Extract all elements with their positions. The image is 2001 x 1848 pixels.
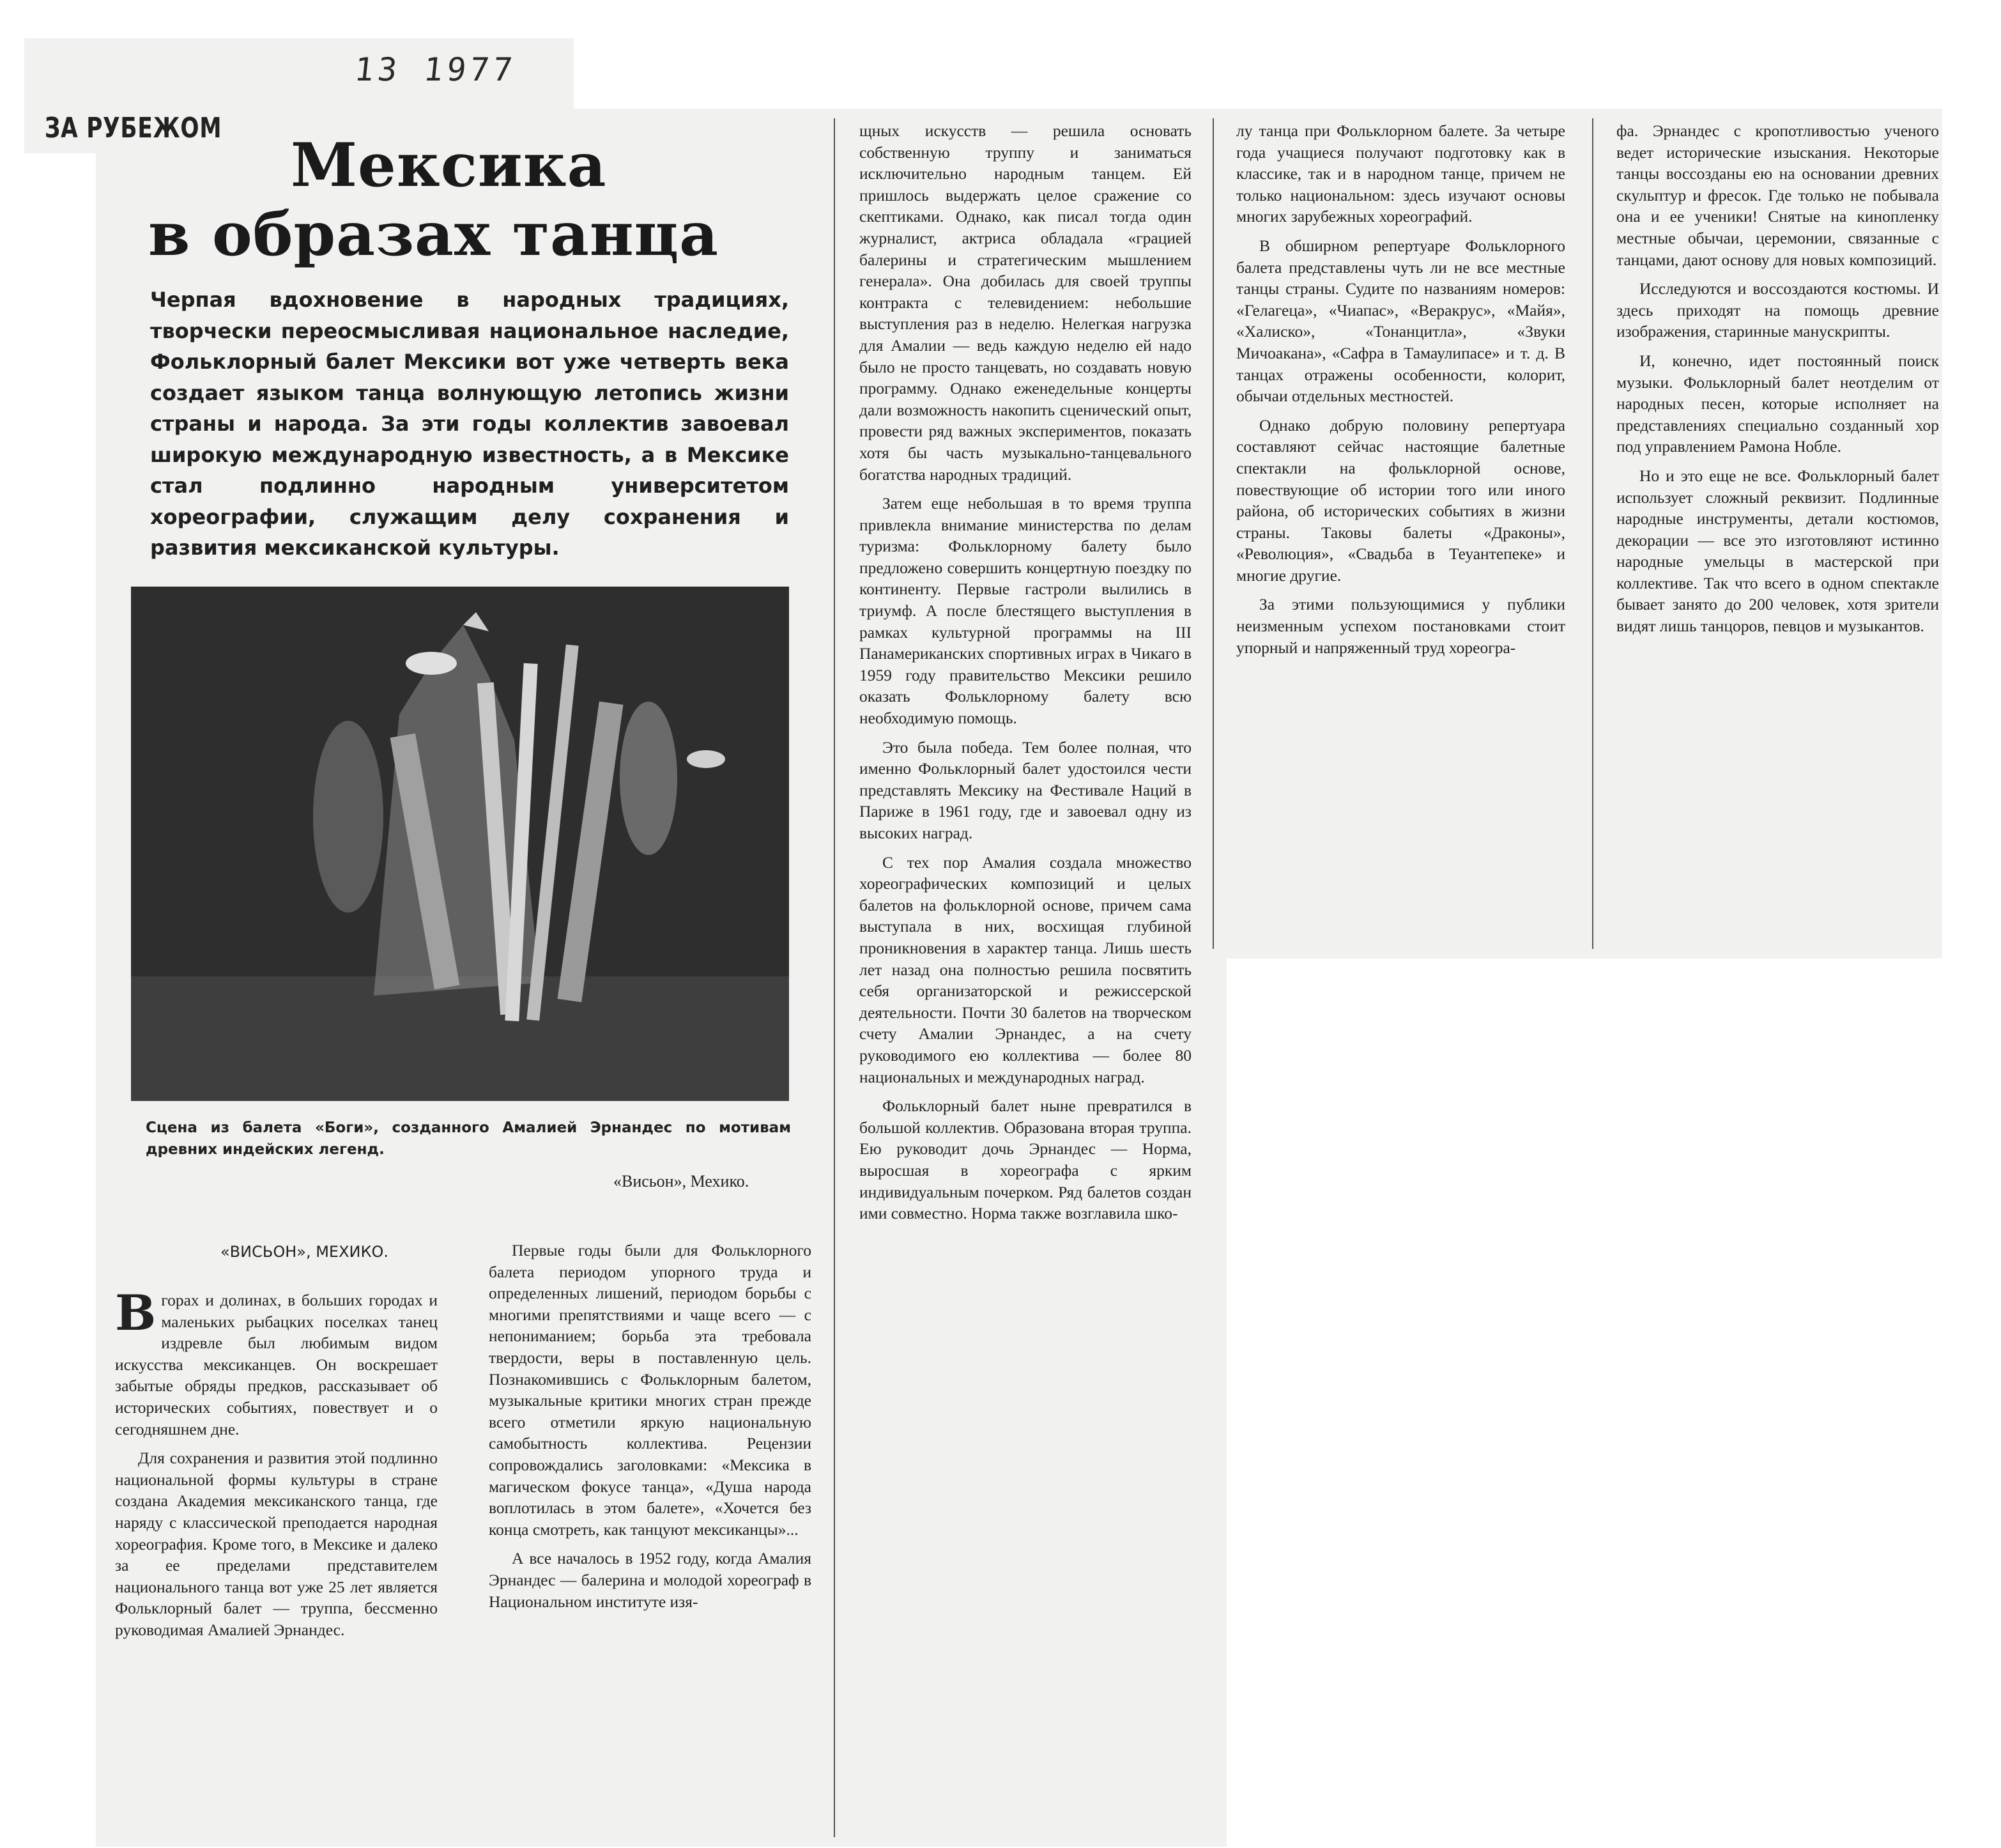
article-column-5 xyxy=(1616,120,1939,645)
column-4-paragraph-3: Однако добрую половину репертуара составляют сейчас настоящие балетные спектакли на фольклорной основе, повествующие об истории того или иного района, об исторических событиях в жизни страны. Таковы балеты «Драконы», «Революция», «Свадьба в Теуантепеке» и многие другие. xyxy=(1236,415,1565,585)
column-rule xyxy=(834,118,835,1837)
column-2-paragraph-1: Первые годы были для Фольклорного балета периодом упорного труда и определенных лишений, периодом борьбы с многими препятствиями и чаще всего — с непониманием; борьба эта требовала твердости, веры в поставленную цель. Познакомившись с Фольклорным балетом, музыкальные критики многих стран прежде всего отметили яркую национальную самобытность коллектива. Рецензии сопровождались заголовками: «Мексика в магическом фокусе танца», «Душа народа воплотилась в этом балете», «Хочется без конца смотреть, как танцуют мексиканцы»... xyxy=(489,1241,811,1539)
column-4-paragraph-2: В обширном репертуаре Фольклорного балета представлены чуть ли не все местные танцы страны. Судите по названиям номеров: «Гелагеца», «Чиапас», «Веракрус», «Майя», «Халиско», «Тонанцитла», «Звуки Мичоакана», «Сафра в Тамаулипасе» и т. д. В танцах отражены особенности, колорит, обычаи отдельных местностей. xyxy=(1236,236,1565,406)
column-rule xyxy=(1592,118,1593,949)
column-5-paragraph-2: Исследуются и воссоздаются костюмы. И здесь приходят на помощь древние изображения, старинные манускрипты. xyxy=(1616,279,1939,341)
column-4-paragraph-4: За этими пользующимися у публики неизменным успехом постановками стоит упорный и напряженный труд хореогра- xyxy=(1236,595,1565,657)
column-rule xyxy=(1213,118,1214,949)
column-5-paragraph-3: И, конечно, идет постоянный поиск музыки. Фольклорный балет неотделим от народных песен, которые исполняет на представлениях специально созданный хор под управлением Рамона Нобле. xyxy=(1616,351,1939,456)
article-dateline: «ВИСЬОН», МЕХИКО. xyxy=(220,1243,389,1261)
dancers-illustration xyxy=(131,587,789,1101)
column-3-paragraph-1: щных искусств — решила основать собственную труппу и заниматься исключительно народным танцем. Ей пришлось выдержать целое сражение со скептиками. Однако, как писал тогда один журналист, актриса обладала «грацией балерины и стратегическим мышлением генерала». Она добилась для своей труппы контракта с телевидением: небольшие выступления раз в неделю. Нелегкая нагрузка для Амалии — ведь каждую неделю ей надо было не просто танцевать, но создавать новую программу. Однако еженедельные концерты дали возможность накопить сценический опыт, провести ряд важных экспериментов, показать хотя бы часть музыкально-танцевального богатства народных традиций. xyxy=(859,121,1192,484)
article-column-3 xyxy=(859,120,1192,1232)
section-rubric: ЗА РУБЕЖОМ xyxy=(45,112,222,144)
article-column-2 xyxy=(489,1240,811,1620)
photo-caption: Сцена из балета «Боги», созданного Амалией Эрнандес по мотивам древних индейских легенд. xyxy=(146,1120,791,1158)
column-1-paragraph-1-text: горах и долинах, в больших городах и маленьких рыбацких поселках танец издревле был любимым видом искусства мексиканцев. Он воскрешает забытые обряды предков, рассказывает об исторических событиях, повествует и о сегодняшнем дне. xyxy=(115,1291,438,1438)
article-title-line2: в образах танца xyxy=(148,199,719,270)
column-3-paragraph-2: Затем еще небольшая в то время труппа привлекла внимание министерства по делам туризма: Фольклорному балету было предложено совершить концертную поездку по континенту. Первые гастроли вылились в триумф. А после блестящего выступления в рамках культурной программы на III Панамериканских спортивных играх в Чикаго в 1959 году правительство Мексики решило оказать Фольклорному балету всю необходимую помощь. xyxy=(859,494,1192,728)
column-5-paragraph-4: Но и это еще не все. Фольклорный балет использует сложный реквизит. Подлинные народные инструменты, детали костюмов, декорации — все это изготовляют истинно народные умельцы в мастерской при коллективе. Так что всего в одном спектакле бывает занято до 200 человек, хотя зрители видят лишь танцоров, певцов и музыкантов. xyxy=(1616,466,1939,636)
column-5-paragraph-1: фа. Эрнандес с кропотливостью ученого ведет исторические изыскания. Некоторые танцы воссозданы ею на основании древних скульптур и фресок. Где только не побывала она и ее ученики! Снятые на кинопленку местные обычаи, церемонии, связанные с танцами, дают основу для новых композиций. xyxy=(1616,121,1939,269)
column-1-paragraph-2: Для сохранения и развития этой подлинно национальной формы культуры в стране создана Академия мексиканского танца, где наряду с классической преподается народная хореография. Кроме того, в Мексике и далеко за ее пределами представителем национального танца вот уже 25 лет является Фольклорный балет — труппа, бессменно руководимая Амалией Эрнандес. xyxy=(115,1449,438,1639)
column-3-paragraph-4: С тех пор Амалия создала множество хореографических композиций и целых балетов на фольклорной основе, причем сама выступала в них, восхищая глубиной проникновения в характер танца. Лишь шесть лет назад она полностью решила посвятить себя организаторской и режиссерской деятельности. Почти 30 балетов на творческом счету Амалии Эрнандес, а на счету руководимого ею коллектива — более 80 национальных и международных наград. xyxy=(859,852,1192,1086)
article-lead: Черпая вдохновение в народных традициях, творчески переосмысливая национальное наследие, Фольклорный балет Мексики вот уже четверть века создает языком танца волнующую летопись жизни страны и народа. За эти годы коллектив завоевал широкую международную известность, а в Мексике стал подлинно народным университетом хореографии, служащим делу сохранения и развития мексиканской культуры. xyxy=(150,288,789,560)
drop-cap: В xyxy=(115,1284,157,1341)
article-photo xyxy=(131,587,789,1101)
column-1-paragraph-1 xyxy=(115,1284,438,1440)
article-column-1 xyxy=(115,1284,438,1649)
column-2-paragraph-2: А все началось в 1952 году, когда Амалия Эрнандес — балерина и молодой хореограф в Национальном институте изя- xyxy=(489,1549,811,1611)
column-3-paragraph-5: Фольклорный балет ныне превратился в большой коллектив. Образована вторая труппа. Ею руководит дочь Эрнандес — Норма, выросшая в хореографа с ярким индивидуальным почерком. Ряд балетов создан ими совместно. Норма также возглавила шко- xyxy=(859,1097,1192,1223)
article-title-line1: Мексика xyxy=(291,130,607,201)
handwritten-date: 13 1977 xyxy=(352,51,518,88)
photo-credit: «Висьон», Мехико. xyxy=(613,1172,749,1190)
article-column-4 xyxy=(1236,120,1565,666)
column-4-paragraph-1: лу танца при Фольклорном балете. За четыре года учащиеся получают подготовку как в классике, так и в народном танце, причем не только национальном: здесь изучают основы многих зарубежных хореографий. xyxy=(1236,121,1565,226)
column-3-paragraph-3: Это была победа. Тем более полная, что именно Фольклорный балет удостоился чести представлять Мексику на Фестивале Наций в Париже в 1961 году, где и завоевал одну из высоких наград. xyxy=(859,737,1192,842)
